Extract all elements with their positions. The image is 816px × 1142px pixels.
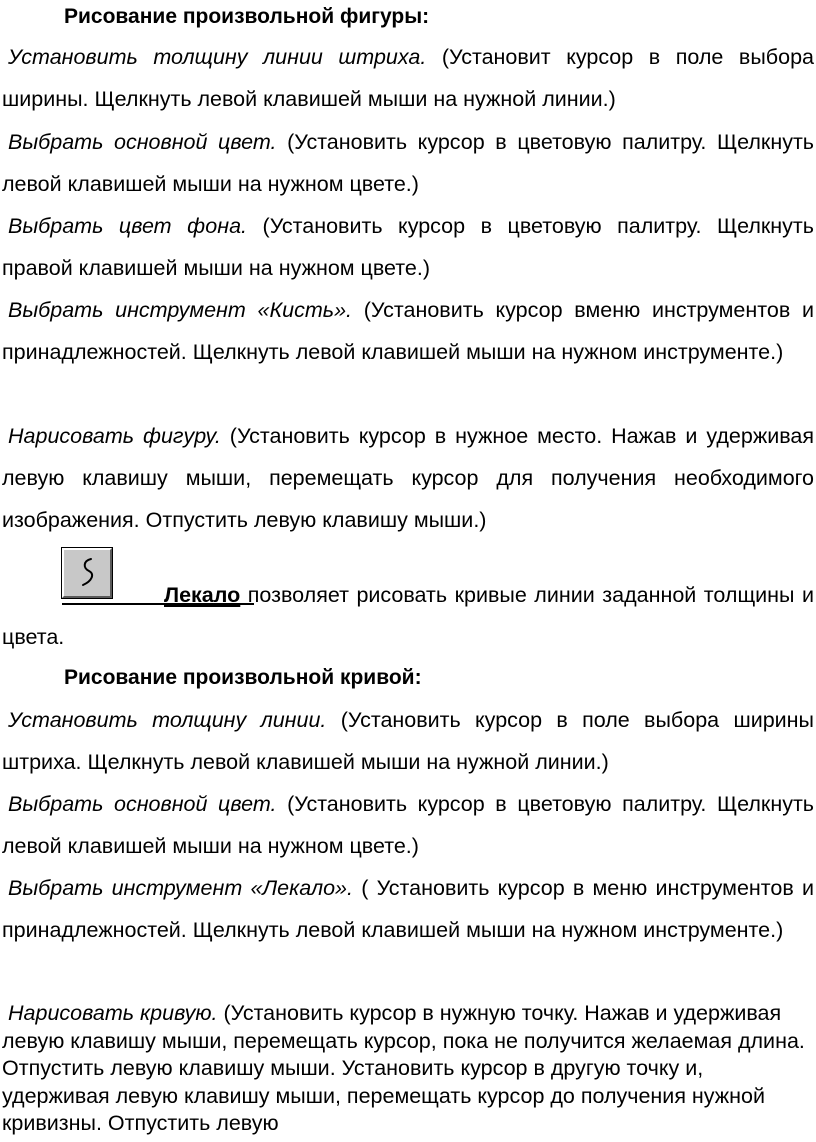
step-detail: (Установить курсор в цветовую палитру. Щелкнуть левой клавишей мыши на нужном цвете.) — [2, 792, 814, 858]
step-paragraph — [2, 36, 814, 120]
step-detail: (Установить курсор в цветовую палитру. Щелкнуть левой клавишей мыши на нужном цвете.) — [2, 130, 814, 196]
tool-description: позволяет рисовать кривые линии заданной толщины и цвета. — [2, 583, 814, 649]
step-detail: (Установить курсор вменю инструментов и принадлежностей. Щелкнуть левой клавишей мыши на нужном инструменте.) — [2, 298, 815, 364]
step-paragraph — [2, 783, 814, 867]
section-heading-freeform-curve: Рисование произвольной кривой: — [64, 666, 422, 689]
step-action: Нарисовать фигуру. — [8, 424, 221, 448]
step-paragraph — [2, 415, 814, 541]
step-paragraph — [2, 1000, 814, 1138]
step-action: Выбрать инструмент «Лекало». — [8, 876, 353, 900]
section-heading-freeform-shape: Рисование произвольной фигуры: — [64, 5, 430, 28]
step-detail: (Установить курсор в нужное место. Нажав и удерживая левую клавишу мыши, перемещать курсор для получения необходимого изображения. Отпустить левую клавишу мыши.) — [2, 424, 814, 532]
step-detail: ( Установить курсор в меню инструментов и принадлежностей. Щелкнуть левой клавишей мыши на нужном инструменте.) — [2, 876, 814, 942]
step-action: Выбрать инструмент «Кисть». — [8, 298, 353, 322]
step-paragraph — [2, 205, 814, 289]
step-detail: (Установить курсор в цветовую палитру. Щелкнуть правой клавишей мыши на нужном цвете.) — [2, 214, 814, 280]
step-paragraph — [2, 867, 814, 951]
step-action: Установить толщину линии. — [8, 708, 327, 732]
tool-name: Лекало — [164, 583, 241, 607]
step-paragraph — [2, 121, 814, 205]
step-detail: (Установит курсор в поле выбора ширины. Щелкнуть левой клавишей мыши на нужной линии.) — [2, 45, 814, 111]
tool-description-paragraph — [2, 574, 814, 658]
step-action: Нарисовать кривую. — [8, 1001, 218, 1025]
step-action: Выбрать цвет фона. — [8, 214, 248, 238]
step-action: Выбрать основной цвет. — [8, 792, 277, 816]
step-paragraph — [2, 699, 814, 783]
step-action: Установить толщину линии штриха. — [8, 45, 427, 69]
step-detail: (Установить курсор в поле выбора ширины штриха. Щелкнуть левой клавишей мыши на нужной линии.) — [2, 708, 814, 774]
step-action: Выбрать основной цвет. — [8, 130, 277, 154]
step-detail: (Установить курсор в нужную точку. Нажав и удерживая левую клавишу мыши, перемещать курсор, пока не получится желаемая длина. Отпустить левую клавишу мыши. Установить курсор в другую точку и, удерживая левую клавишу мыши, перемещать курсор до получения нужной кривизны. Отпустить левую — [2, 1001, 805, 1135]
step-paragraph — [2, 289, 814, 373]
